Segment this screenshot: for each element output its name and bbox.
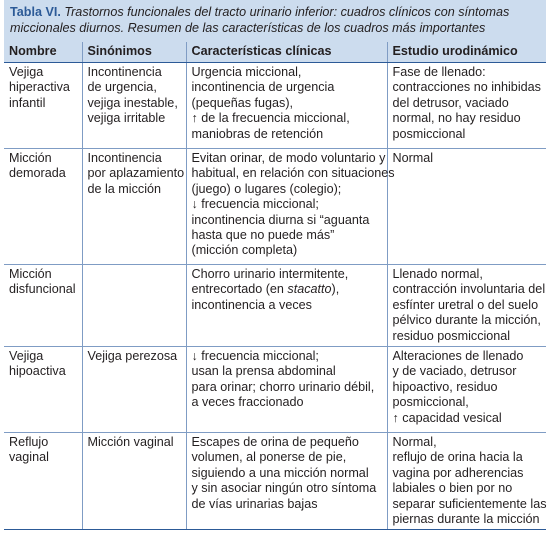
cell-line: posmiccional	[392, 126, 466, 141]
cell-line: contracción involuntaria del	[392, 282, 546, 297]
cell-line: Vejiga perezosa	[87, 349, 178, 364]
cell-line: siguiendo a una micción normal	[191, 465, 369, 480]
cell-estudio	[387, 265, 546, 347]
cell-line: pélvico durante la micción,	[392, 313, 541, 328]
cell-line: incontinencia diurna si “aguanta	[191, 212, 370, 227]
cell-nombre	[4, 347, 82, 433]
cell-line: vaginal	[9, 450, 49, 465]
cell-sinonimos	[82, 63, 186, 149]
cell-line: piernas durante la micción	[392, 512, 540, 527]
cell-line: esfínter uretral o del suelo	[392, 297, 539, 312]
cell-sinonimos	[82, 347, 186, 433]
cell-text-fragment: entrecortado (en	[191, 282, 288, 297]
cell-line: habitual, en relación con situaciones	[191, 166, 395, 181]
cell-line: ↓ frecuencia miccional;	[191, 349, 319, 364]
cell-line: del detrusor, vaciado	[392, 95, 509, 110]
table-title-line-2: miccionales diurnos. Resumen de las características de los cuadros más importantes	[10, 20, 486, 35]
cell-estudio	[387, 347, 546, 433]
cell-line: Normal	[392, 151, 434, 165]
cell-line: Incontinencia	[87, 151, 162, 165]
cell-line: por aplazamiento	[87, 166, 185, 181]
cell-line: Evitan orinar, de modo voluntario y	[191, 151, 386, 165]
table-label: Tabla VI.	[10, 5, 61, 19]
table-row	[4, 433, 546, 530]
cell-line: Llenado normal,	[392, 267, 483, 281]
cell-line: Micción	[9, 267, 52, 281]
cell-line: Incontinencia	[87, 65, 162, 79]
cell-nombre	[4, 265, 82, 347]
cell-line: (pequeñas fugas),	[191, 95, 294, 110]
cell-sinonimos	[82, 149, 186, 265]
cell-line: Alteraciones de llenado	[392, 349, 524, 364]
cell-line: reflujo de orina hacia la	[392, 450, 523, 465]
cell-nombre	[4, 433, 82, 530]
table-header-row	[4, 42, 546, 63]
cell-line: ↑ capacidad vesical	[392, 410, 502, 425]
cell-sinonimos	[82, 265, 186, 347]
cell-sinonimos	[82, 433, 186, 530]
header-sinonimos: Sinónimos	[82, 42, 186, 63]
cell-line: de vías urinarias bajas	[191, 496, 318, 511]
cell-line: de urgencia,	[87, 80, 157, 95]
table-row	[4, 63, 546, 149]
table-title-line-1: Trastornos funcionales del tracto urinario inferior: cuadros clínicos con síntomas	[64, 5, 510, 19]
cell-line: separar suficientemente las	[392, 496, 547, 511]
cell-line: de la micción	[87, 181, 161, 196]
cell-line: hiperactiva	[9, 80, 70, 95]
cell-line: normal, no hay residuo	[392, 111, 521, 126]
header-caracteristicas: Características clínicas	[186, 42, 387, 63]
header-estudio: Estudio urodinámico	[387, 42, 546, 63]
cell-line: vejiga irritable	[87, 111, 166, 126]
cell-line: demorada	[9, 166, 66, 181]
cell-text-fragment: stacatto	[287, 282, 332, 297]
cell-caracteristicas	[186, 265, 387, 347]
cell-line: vejiga inestable,	[87, 95, 178, 110]
cell-line: Vejiga	[9, 65, 44, 79]
cell-line: volumen, al ponerse de pie,	[191, 450, 347, 465]
cell-estudio	[387, 433, 546, 530]
cell-line: Urgencia miccional,	[191, 65, 302, 79]
cell-line: Fase de llenado:	[392, 65, 486, 79]
cell-line: contracciones no inhibidas	[392, 80, 541, 95]
cell-text-fragment: ),	[331, 282, 340, 297]
cell-line	[192, 298, 382, 313]
cell-line: ↑ de la frecuencia miccional,	[191, 111, 350, 126]
cell-line: vagina por adherencias	[392, 465, 524, 480]
clinical-table	[4, 42, 546, 530]
cell-line: Vejiga	[9, 349, 44, 364]
cell-line: Micción vaginal	[87, 435, 174, 450]
cell-line: Normal,	[392, 435, 437, 450]
cell-line: incontinencia de urgencia	[191, 80, 335, 95]
cell-line	[192, 282, 382, 297]
cell-line: para orinar; chorro urinario débil,	[191, 379, 375, 394]
cell-line: ↓ frecuencia miccional;	[191, 197, 319, 212]
cell-line: a veces fraccionado	[191, 395, 304, 410]
cell-line: posmiccional,	[392, 395, 469, 410]
cell-line: hasta que no puede más”	[191, 228, 335, 243]
cell-line: hipoactivo, residuo	[392, 379, 498, 394]
header-nombre: Nombre	[4, 42, 82, 63]
cell-estudio	[387, 63, 546, 149]
cell-caracteristicas	[186, 347, 387, 433]
cell-line: labiales o bien por no	[392, 481, 513, 496]
cell-nombre	[4, 63, 82, 149]
table-caption	[4, 0, 546, 42]
cell-line: residuo posmiccional	[392, 328, 511, 343]
cell-line: Escapes de orina de pequeño	[191, 435, 359, 450]
cell-caracteristicas	[186, 433, 387, 530]
cell-line	[192, 267, 382, 282]
cell-text-fragment: Chorro urinario intermitente,	[191, 267, 349, 281]
cell-line: (juego) o lugares (colegio);	[191, 181, 342, 196]
cell-line: usan la prensa abdominal	[191, 364, 336, 379]
cell-line: y sin asociar ningún otro síntoma	[191, 481, 377, 496]
cell-line: Reflujo	[9, 435, 49, 450]
table-row	[4, 265, 546, 347]
cell-line: (micción completa)	[191, 243, 298, 258]
cell-caracteristicas	[186, 149, 395, 265]
table-row	[4, 347, 546, 433]
cell-line: y de vaciado, detrusor	[392, 364, 517, 379]
cell-caracteristicas	[186, 63, 387, 149]
cell-line: disfuncional	[9, 282, 76, 297]
table-row	[4, 149, 546, 265]
cell-estudio	[387, 149, 546, 265]
cell-line: hipoactiva	[9, 364, 66, 379]
cell-line: infantil	[9, 95, 46, 110]
cell-line: maniobras de retención	[191, 126, 324, 141]
cell-nombre	[4, 149, 82, 265]
cell-text-fragment: incontinencia a veces	[191, 297, 312, 312]
cell-line: Micción	[9, 151, 52, 165]
